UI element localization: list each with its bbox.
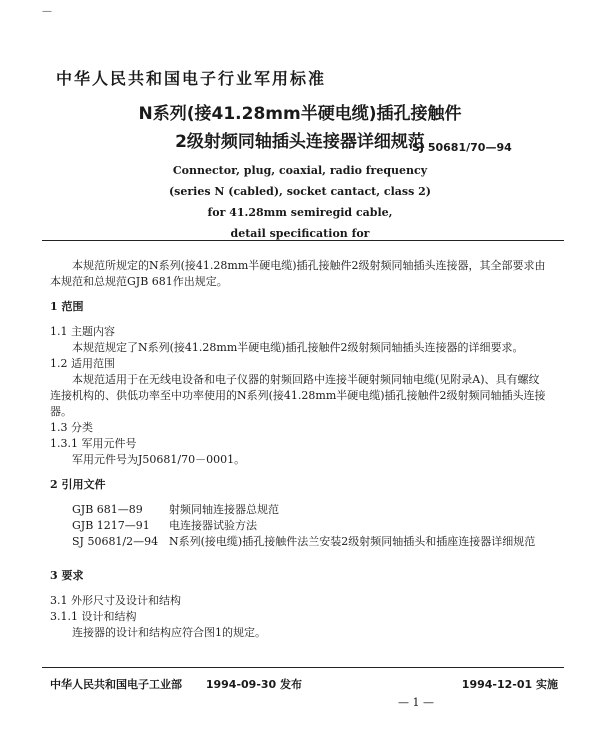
reference-title: 射频同轴连接器总规范 (169, 503, 279, 516)
issue-date: 1994-09-30 发布 (205, 678, 303, 691)
bottom-divider (42, 667, 564, 668)
standard-type-heading: 中华人民共和国电子行业军用标准 (56, 69, 327, 88)
section-3-heading: 3 要求 (50, 569, 84, 582)
section-3-1-heading: 3.1 外形尺寸及设计和结构 (50, 594, 181, 607)
reference-row (50, 534, 550, 550)
reference-row (50, 518, 550, 534)
section-1-1-heading: 1.1 主题内容 (50, 325, 115, 338)
section-1-2-heading: 1.2 适用范围 (50, 357, 115, 370)
reference-code: SJ 50681/2—94 (72, 535, 159, 548)
section-1-heading: 1 范围 (50, 300, 84, 313)
footer-issue (50, 676, 322, 692)
document-body (50, 258, 550, 641)
section-1-2-text: 本规范适用于在无线电设备和电子仪器的射频回路中连接半硬射频同轴电缆(见附录A)、具有螺纹连接机构的、供低功率至中功率使用的N系列(接41.28mm半硬电缆)插孔接触件2级射频同轴插头连接器。 (50, 373, 546, 418)
intro-paragraph: 本规范所规定的N系列(接41.28mm半硬电缆)插孔接触件2级射频同轴插头连接器，其全部要求由本规范和总规范GJB 681作出规定。 (50, 259, 546, 288)
corner-mark: — (42, 6, 52, 17)
title-en-line: for 41.28mm semiregid cable, (207, 206, 393, 219)
reference-code: GJB 1217—91 (72, 519, 150, 532)
page-number: — 1 — (398, 696, 434, 709)
title-en-line: Connector, plug, coaxial, radio frequency (172, 164, 428, 177)
section-1-3-heading: 1.3 分类 (50, 421, 93, 434)
reference-title: N系列(接电缆)插孔接触件法兰安装2级射频同轴插头和插座连接器详细规范 (169, 535, 536, 548)
issuer: 中华人民共和国电子工业部 (50, 678, 182, 691)
section-3-1-1-text: 连接器的设计和结构应符合图1的规定。 (72, 626, 266, 639)
reference-row (50, 502, 550, 518)
title-en (0, 160, 600, 244)
section-1-3-1-heading: 1.3.1 军用元件号 (50, 437, 137, 450)
effective-date: 1994-12-01 实施 (461, 678, 558, 691)
title-en-line: detail specification for (230, 227, 370, 240)
standard-code: SJ 50681/70—94 (412, 141, 512, 154)
section-1-1-text: 本规范规定了N系列(接41.28mm半硬电缆)插孔接触件2级射频同轴插头连接器的详细要求。 (72, 341, 524, 354)
title-cn-line: 2级射频同轴插头连接器详细规范 (175, 132, 425, 152)
reference-title: 电连接器试验方法 (169, 519, 257, 532)
section-3-1-1-heading: 3.1.1 设计和结构 (50, 610, 137, 623)
section-1-3-1-text: 军用元件号为J50681/70－0001。 (72, 453, 246, 466)
section-2-heading: 2 引用文件 (50, 478, 106, 491)
title-en-line: (series N (cabled), socket cantact, class 2) (168, 185, 432, 198)
top-divider (42, 240, 564, 241)
reference-code: GJB 681—89 (72, 503, 143, 516)
title-cn-line: N系列(接41.28mm半硬电缆)插孔接触件 (138, 104, 462, 124)
